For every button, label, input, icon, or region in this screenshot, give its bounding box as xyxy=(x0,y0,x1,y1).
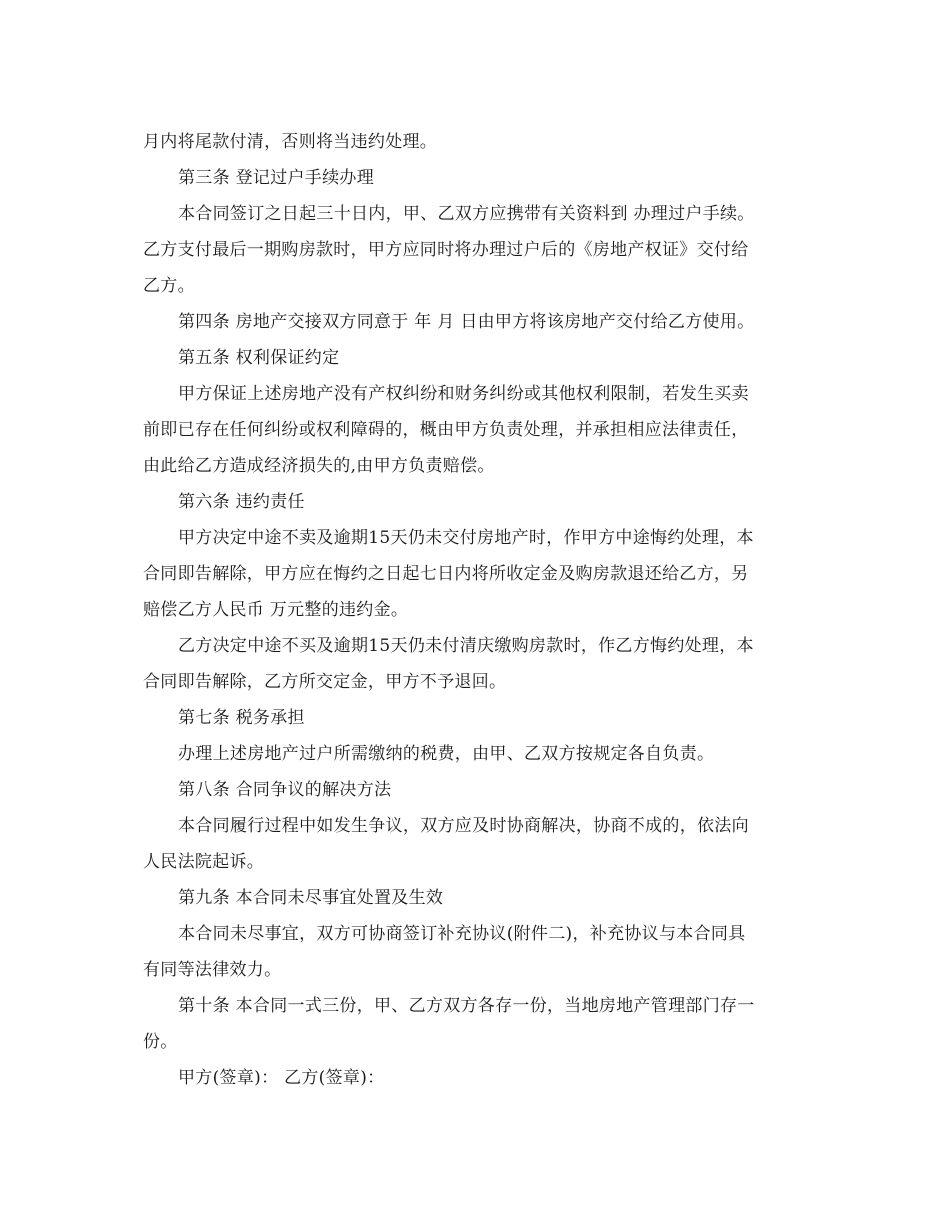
contract-body xyxy=(143,124,807,1096)
article-heading: 第六条 违约责任 xyxy=(178,492,305,512)
text-line: 办理上述房地产过户所需缴纳的税费，由甲、乙双方按规定各自负责。 xyxy=(178,744,715,764)
text-line: 前即已存在任何纠纷或权利障碍的，概由甲方负责处理，并承担相应法律责任， xyxy=(143,420,749,440)
text-line: 由此给乙方造成经济损失的,由甲方负责赔偿。 xyxy=(143,456,495,476)
text-line: 人民法院起诉。 xyxy=(143,852,265,872)
text-line: 合同即告解除，乙方所交定金，甲方不予退回。 xyxy=(143,672,507,692)
signature-line: 甲方(签章)： 乙方(签章)： xyxy=(178,1068,385,1088)
article-heading: 第十条 本合同一式三份，甲、乙方双方各存一份，当地房地产管理部门存一 xyxy=(178,996,755,1016)
text-line: 份。 xyxy=(143,1032,178,1052)
text-line: 甲方保证上述房地产没有产权纠纷和财务纠纷或其他权利限制，若发生买卖 xyxy=(178,384,749,404)
text-line: 乙方。 xyxy=(143,276,195,296)
article-heading: 第七条 税务承担 xyxy=(178,708,305,728)
text-line: 本合同未尽事宜，双方可协商签订补充协议(附件二)，补充协议与本合同具 xyxy=(178,924,746,944)
text-line: 本合同履行过程中如发生争议，双方应及时协商解决，协商不成的，依法向 xyxy=(178,816,749,836)
text-line: 赔偿乙方人民币 万元整的违约金。 xyxy=(143,600,409,620)
text-line: 月内将尾款付清，否则将当违约处理。 xyxy=(143,132,438,152)
text-line: 有同等法律效力。 xyxy=(143,960,282,980)
text-line: 乙方支付最后一期购房款时，甲方应同时将办理过户后的《房地产权证》交付给 xyxy=(143,240,749,260)
article-heading: 第九条 本合同未尽事宜处置及生效 xyxy=(178,888,444,908)
text-line: 甲方决定中途不卖及逾期15天仍未交付房地产时，作甲方中途悔约处理，本 xyxy=(178,528,754,548)
article-heading: 第三条 登记过户手续办理 xyxy=(178,168,375,188)
article-heading: 第八条 合同争议的解决方法 xyxy=(178,780,392,800)
article-heading: 第五条 权利保证约定 xyxy=(178,348,340,368)
text-line: 合同即告解除，甲方应在悔约之日起七日内将所收定金及购房款退还给乙方，另 xyxy=(143,564,749,584)
article-heading: 第四条 房地产交接双方同意于 年 月 日由甲方将该房地产交付给乙方使用。 xyxy=(178,312,755,332)
text-line: 本合同签订之日起三十日内，甲、乙双方应携带有关资料到 办理过户手续。 xyxy=(178,204,755,224)
text-line: 乙方决定中途不买及逾期15天仍未付清庆缴购房款时，作乙方悔约处理，本 xyxy=(178,636,754,656)
